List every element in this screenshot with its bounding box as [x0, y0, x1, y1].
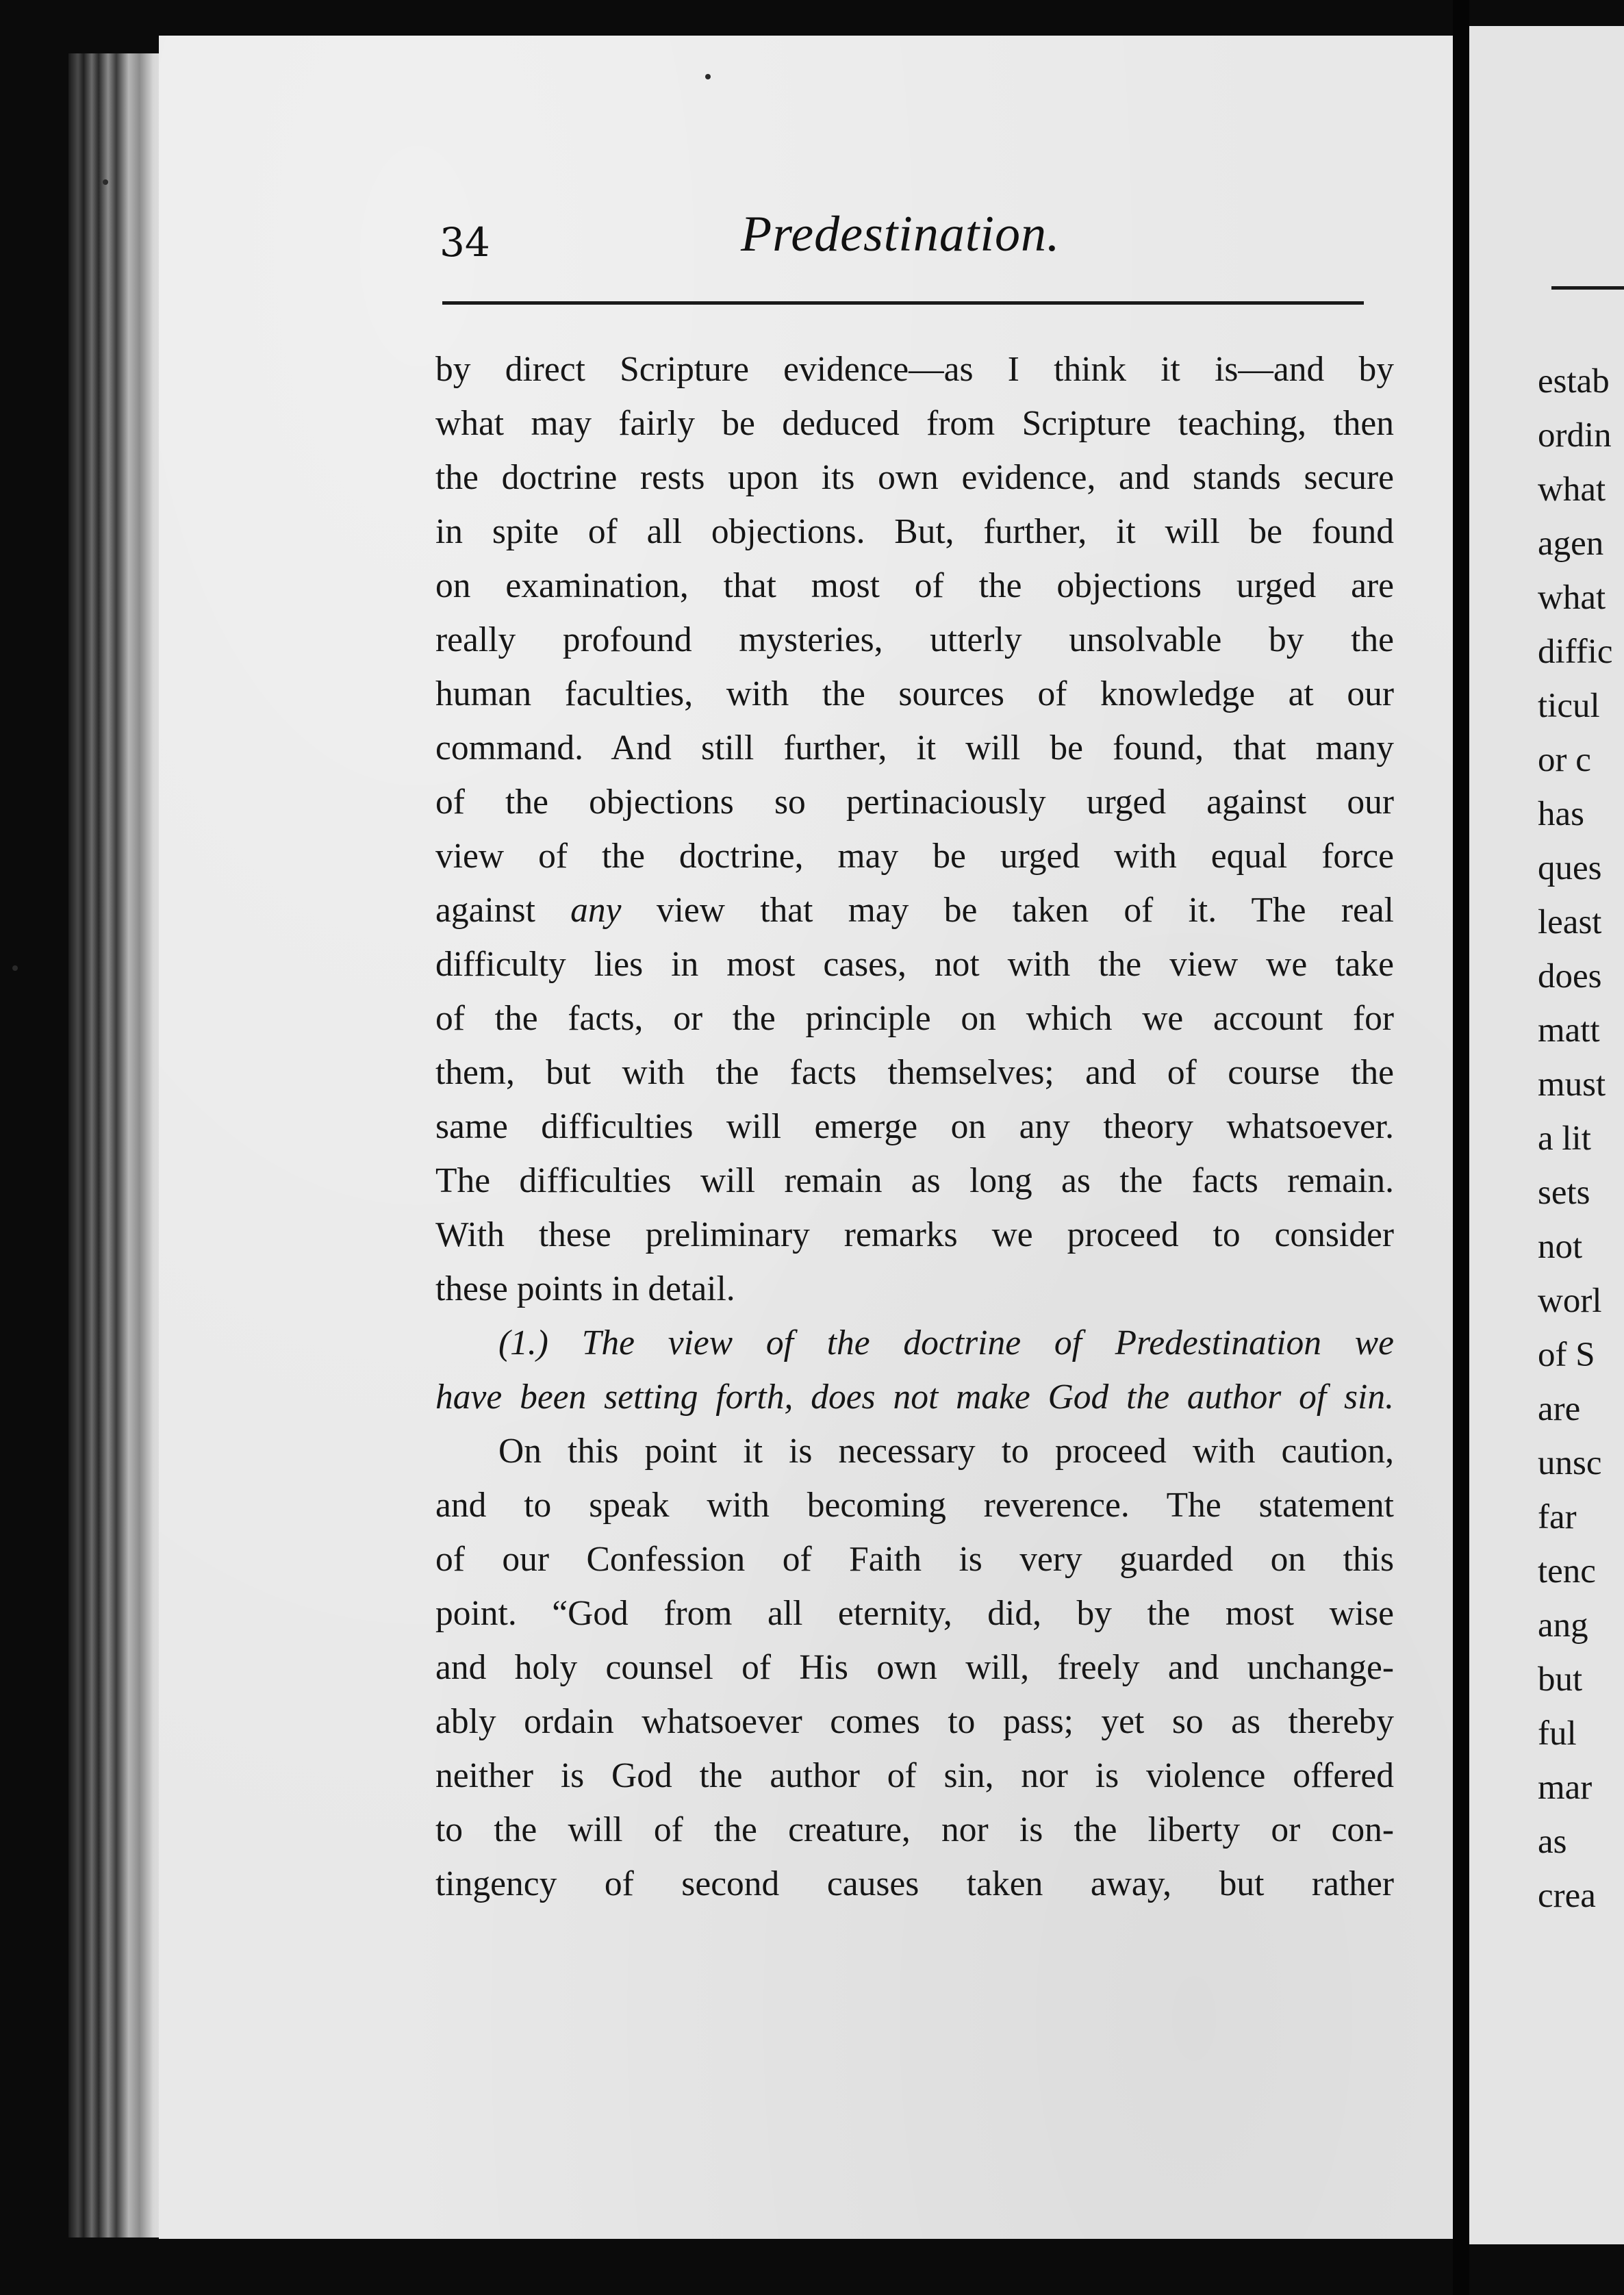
facing-page-fragment: what: [1538, 470, 1606, 509]
facing-page-fragment: crea: [1538, 1877, 1596, 1915]
facing-page-fragment: ticul: [1538, 687, 1600, 725]
facing-page-fragment: diffic: [1538, 633, 1613, 671]
text-line: view of the doctrine, may be urged with equal force: [435, 837, 1394, 876]
text-line: and holy counsel of His own will, freely and unchange-: [435, 1648, 1394, 1687]
facing-page-fragment: matt: [1538, 1011, 1600, 1050]
dust-speck: [705, 74, 711, 79]
facing-page-fragment: sets: [1538, 1174, 1590, 1212]
facing-page-fragment: of S: [1538, 1336, 1595, 1374]
facing-page-fragment: must: [1538, 1065, 1606, 1104]
page-number: 34: [440, 219, 490, 266]
text-line: these points in detail.: [435, 1269, 735, 1308]
text-line: On this point it is necessary to proceed with caution,: [498, 1432, 1394, 1471]
facing-page-text: [1538, 355, 1613, 1923]
facing-page-fragment: what: [1538, 579, 1606, 617]
facing-page-fragment: ques: [1538, 849, 1602, 887]
text-line: difficulty lies in most cases, not with the view we take: [435, 945, 1394, 984]
text-line: to the will of the creature, nor is the liberty or con-: [435, 1810, 1394, 1849]
book-gutter: [1453, 0, 1469, 2295]
text-line: in spite of all objections. But, further, it will be found: [435, 512, 1394, 551]
facing-page-fragment: as: [1538, 1823, 1567, 1861]
facing-page-fragment: worl: [1538, 1282, 1602, 1320]
text-line-any: [435, 883, 1394, 937]
section-heading-line: have been setting forth, does not make God the author of sin.: [435, 1378, 1394, 1417]
facing-page-fragment: unsc: [1538, 1444, 1602, 1482]
text-line: human faculties, with the sources of knowledge at our: [435, 674, 1394, 713]
text-line: With these preliminary remarks we proceed to consider: [435, 1215, 1394, 1254]
text-fragment: view that may be taken of it. The real: [621, 891, 1394, 930]
text-line: of the facts, or the principle on which we account for: [435, 999, 1394, 1038]
facing-header-rule: [1551, 286, 1624, 290]
facing-page-fragment: estab: [1538, 362, 1610, 401]
emphasis-any: any: [570, 891, 622, 930]
text-line: same difficulties will emerge on any theory whatsoever.: [435, 1107, 1394, 1146]
facing-page-fragment: are: [1538, 1390, 1581, 1428]
page-title: Predestination.: [741, 206, 1061, 262]
facing-page: [1469, 26, 1624, 2244]
text-line: the doctrine rests upon its own evidence, and stands secure: [435, 458, 1394, 497]
book-page-edges: [68, 53, 164, 2237]
facing-page-fragment: ful: [1538, 1714, 1577, 1753]
running-head: [440, 205, 1364, 288]
facing-page-fragment: or c: [1538, 741, 1591, 779]
facing-page-fragment: tenc: [1538, 1552, 1596, 1590]
facing-page-fragment: far: [1538, 1498, 1577, 1536]
text-line: what may fairly be deduced from Scripture teaching, then: [435, 404, 1394, 443]
text-fragment: against: [435, 891, 571, 930]
dust-speck: [12, 965, 18, 971]
text-line: point. “God from all eternity, did, by the most wise: [435, 1594, 1394, 1633]
text-line: of the objections so pertinaciously urged against our: [435, 783, 1394, 822]
facing-page-fragment: but: [1538, 1660, 1583, 1699]
facing-page-fragment: mar: [1538, 1768, 1593, 1807]
facing-page-fragment: a lit: [1538, 1119, 1591, 1158]
facing-page-fragment: not: [1538, 1228, 1583, 1266]
facing-page-fragment: agen: [1538, 524, 1604, 563]
text-line: command. And still further, it will be found, that many: [435, 728, 1394, 768]
body-text: [435, 342, 1394, 1911]
section-heading-line: (1.) The view of the doctrine of Predestination we: [498, 1323, 1394, 1362]
text-line: ably ordain whatsoever comes to pass; yet so as thereby: [435, 1702, 1394, 1741]
text-line: The difficulties will remain as long as the facts remain.: [435, 1161, 1394, 1200]
text-line: by direct Scripture evidence—as I think it is—and by: [435, 350, 1394, 389]
text-line: them, but with the facts themselves; and of course the: [435, 1053, 1394, 1092]
text-line: of our Confession of Faith is very guarded on this: [435, 1540, 1394, 1579]
dust-speck: [103, 179, 108, 185]
text-line: on examination, that most of the objections urged are: [435, 566, 1394, 605]
text-line: neither is God the author of sin, nor is violence offered: [435, 1756, 1394, 1795]
text-line: tingency of second causes taken away, but rather: [435, 1864, 1394, 1903]
text-line: really profound mysteries, utterly unsolvable by the: [435, 620, 1394, 659]
header-rule: [442, 301, 1364, 305]
text-line: and to speak with becoming reverence. The statement: [435, 1486, 1394, 1525]
facing-page-fragment: has: [1538, 795, 1584, 833]
facing-page-fragment: ordin: [1538, 416, 1612, 455]
facing-page-fragment: does: [1538, 957, 1602, 996]
facing-page-fragment: ang: [1538, 1606, 1588, 1645]
facing-page-fragment: least: [1538, 903, 1602, 941]
